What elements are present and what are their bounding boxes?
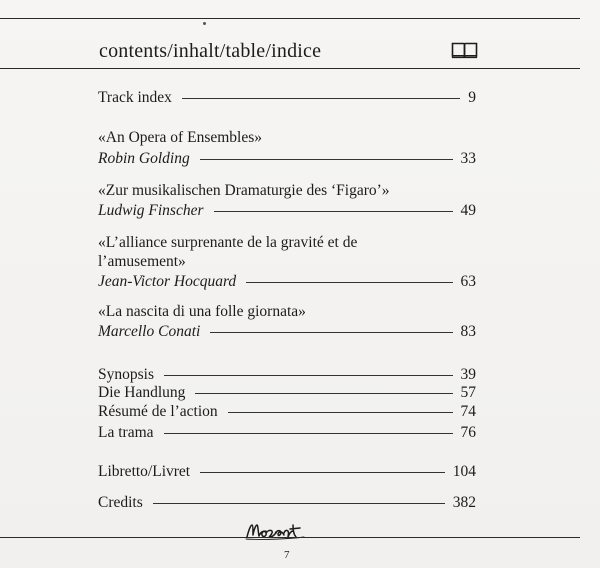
page-title: contents/inhalt/table/indice	[99, 40, 322, 62]
page-number: 9	[468, 89, 476, 106]
print-dot	[203, 22, 206, 25]
leader-line	[164, 375, 453, 376]
leader-line	[210, 332, 452, 333]
entry-label: Credits	[98, 494, 143, 511]
essay-title-line-2: l’amusement»	[98, 253, 186, 270]
entry-label: Die Handlung	[98, 384, 186, 401]
leader-line	[246, 282, 452, 283]
page-number: 104	[452, 463, 476, 480]
entry-label: La trama	[98, 424, 154, 441]
toc-entry-essay-2[interactable]	[98, 201, 476, 221]
page-number: 382	[452, 494, 476, 511]
footer-rule	[0, 537, 580, 538]
leader-line	[228, 412, 453, 413]
leader-line	[182, 98, 460, 99]
toc-entry-handlung[interactable]	[98, 383, 476, 403]
toc-entry-essay-3[interactable]	[98, 272, 476, 292]
essay-title: «An Opera of Ensembles»	[98, 129, 262, 146]
toc-entry-essay-1[interactable]	[98, 149, 476, 169]
author-name: Robin Golding	[98, 150, 190, 167]
top-rule	[0, 18, 580, 19]
author-name: Marcello Conati	[98, 323, 201, 340]
toc-entry-track-index[interactable]	[98, 88, 476, 108]
page-number: 63	[460, 273, 476, 290]
toc-entry-essay-4[interactable]	[98, 322, 476, 342]
leader-line	[164, 433, 453, 434]
leader-line	[214, 211, 453, 212]
entry-label: Libretto/Livret	[98, 463, 191, 480]
leader-line	[200, 159, 453, 160]
page-number: 33	[460, 150, 476, 167]
leader-line	[200, 472, 445, 473]
toc-entry-libretto[interactable]	[98, 462, 476, 482]
page-number: 49	[460, 202, 476, 219]
page-number: 39	[460, 366, 476, 383]
toc-entry-synopsis[interactable]	[98, 365, 476, 385]
entry-label: Track index	[98, 89, 172, 106]
toc-entry-trama[interactable]	[98, 423, 476, 443]
page-number: 74	[460, 403, 476, 420]
page-number: 76	[460, 424, 476, 441]
author-name: Ludwig Finscher	[98, 202, 204, 219]
header-rule	[0, 68, 580, 69]
author-name: Jean-Victor Hocquard	[98, 273, 237, 290]
essay-title: «Zur musikalischen Dramaturgie des ‘Figaro’»	[98, 182, 390, 199]
toc-entry-credits[interactable]	[98, 493, 476, 513]
mozart-signature-logo	[244, 519, 334, 543]
entry-label: Synopsis	[98, 366, 154, 383]
page-number: 57	[460, 384, 476, 401]
entry-label: Résumé de l’action	[98, 403, 218, 420]
page-folio: 7	[284, 549, 290, 561]
page-number: 83	[460, 323, 476, 340]
essay-title: «La nascita di una folle giornata»	[98, 303, 306, 320]
leader-line	[195, 393, 452, 394]
essay-title-line-1: «L’alliance surprenante de la gravité et de	[98, 234, 358, 251]
open-book-icon	[451, 41, 478, 59]
leader-line	[153, 503, 445, 504]
toc-entry-resume[interactable]	[98, 402, 476, 422]
